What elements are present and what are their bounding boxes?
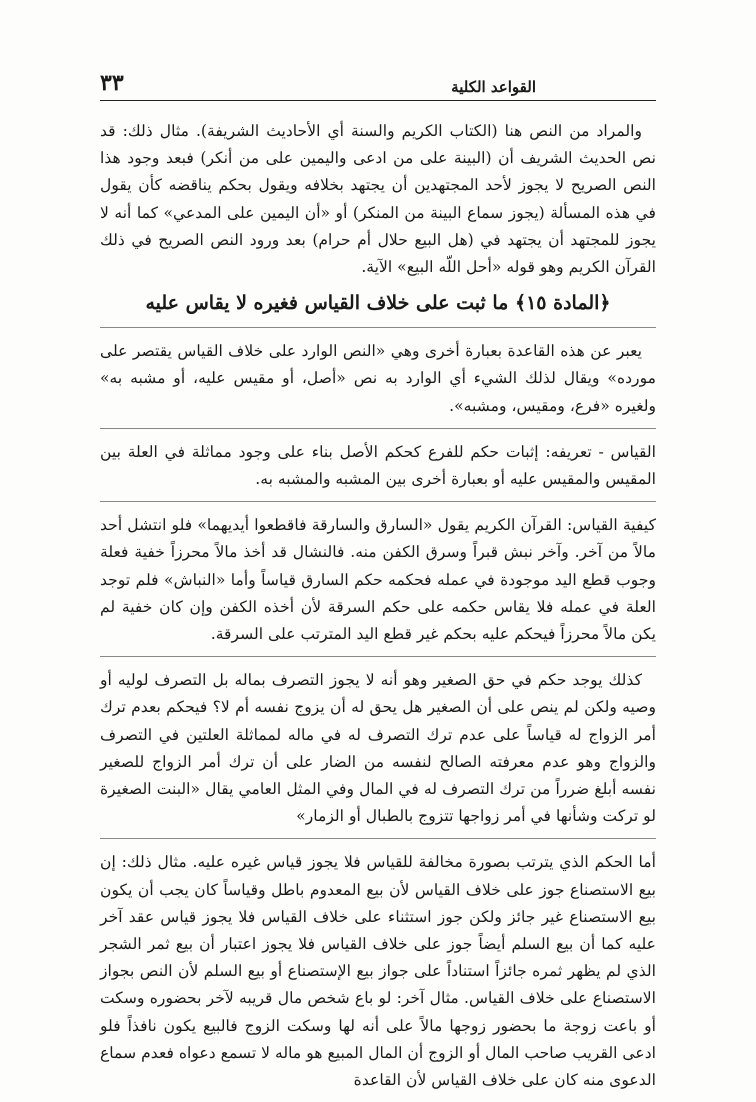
paragraph-analogy-method: كيفية القياس: القرآن الكريم يقول «السارق والسارقة فاقطعوا أيديهما» فلو انتشل أحد مالاً من آخر. وآخر نبش قبراً وسرق الكفن منه. فالنشال قد أخذ مالاً محرزاً خفية فعلة وجوب قطع اليد موجودة في عمله فحكمه حكم السارق قياساً وأما «النباش» فلم توجد العلة في عمله فلا يقاس حكمه على حكم السرقة لأن أخذه الكفن وإن كان خفية لم يكن مالاً محرزاً فيحكم عليه بحكم غير قطع اليد المترتب على السرقة. [100, 516, 656, 644]
divider [100, 327, 656, 328]
section-heading: ﴿المادة ١٥﴾ ما ثبت على خلاف القياس فغيره لا يقاس عليه [145, 292, 611, 315]
paragraph-minor-ruling: كذلك يوجد حكم في حق الصغير وهو أنه لا يجوز التصرف بماله بل التصرف لوليه أو وصيه ولكن لم ينص على أن الصغير هل يحق له أن يزوج نفسه أم لا؟ فيحكم بعدم ترك أمر الزواج له قياساً على عدم ترك التصرف له في ماله لمماثلة العلتين في التصرف والزواج وهو عدم معرفته الصالح لنفسه من الضار على أن ترك أمر الزواج للصغير نفسه أبلغ ضرراً من ترك التصرف له في المال وفي المثل العامي يقال «البنت الصغيرة لو تركت وشأنها في أمر زواجها تتزوج بالطبال أو الزمار» [100, 671, 656, 826]
page-number: ٣٣ [100, 70, 124, 96]
divider [100, 656, 656, 657]
divider [100, 501, 656, 502]
paragraph-text-meaning: والمراد من النص هنا (الكتاب الكريم والسنة أي الأحاديث الشريفة). مثال ذلك: قد نص الحديث الشريف أن (البينة على من ادعى واليمين على من أنكر) فبعد وجود هذا النص الصريح لا يجوز لأحد المجتهدين أن يجتهد بخلافه ويقول بحكم يناقضه كأن يقول في هذه المسألة (يجوز سماع البينة من المنكر) أو «أن اليمين على المدعي» كما أنه لا يجوز للمجتهد أن يجتهد في (هل البيع حلال أم حرام) بعد ورود النص الصريح في ذلك القرآن الكريم وهو قوله «أحل اللّه البيع» الآية. [100, 122, 656, 277]
paragraph-analogy-definition: القياس - تعريفه: إثبات حكم للفرع كحكم الأصل بناء على وجود مماثلة في العلة بين المقيس والمقيس عليه أو بعبارة أخرى بين المشبه والمشبه به. [100, 442, 656, 489]
divider [100, 838, 656, 839]
page-header [100, 52, 656, 101]
running-title: القواعد الكلية [451, 78, 536, 96]
divider [100, 428, 656, 429]
page-body [100, 118, 656, 1102]
paragraph-rule-expression: يعبر عن هذه القاعدة بعبارة أخرى وهي «النص الوارد على خلاف القياس يقتصر على مورده» ويقال لذلك الشيء أي الوارد به نص «أصل، أو مقيس عليه، أو مشبه به» ولغيره «فرع، ومقيس، ومشبه». [100, 342, 656, 415]
paragraph-exception-ruling: أما الحكم الذي يترتب بصورة مخالفة للقياس فلا يجوز قياس غيره عليه. مثال ذلك: إن بيع الاستصناع جوز على خلاف القياس لأن بيع المعدوم باطل وقياساً كان يجب أن يكون بيع الاستصناع غير جائز ولكن جوز استثناء على خلاف القياس فلا يجوز قياس عقد آخر عليه كما أن بيع السلم أيضاً جوز على خلاف القياس فلا يجوز اعتبار أن بيع ثمر الشجر الذي لم يظهر ثمره جائزاً استناداً على جواز بيع الإستصناع أو بيع السلم لأن النص بجواز الاستصناع على خلاف القياس. مثال آخر: لو باع شخص مال قريبه لآخر بحضوره وسكت أو باعت زوجة ما بحضور زوجها مالاً على أنه لها وسكت الزوج فالبيع يكون نافذاً فلو ادعى القريب صاحب المال أو الزوج أن المال المبيع هو ماله لا تسمع دعواه فعدم سماع الدعوى منه كان على خلاف القياس لأن القاعدة [100, 853, 656, 1090]
